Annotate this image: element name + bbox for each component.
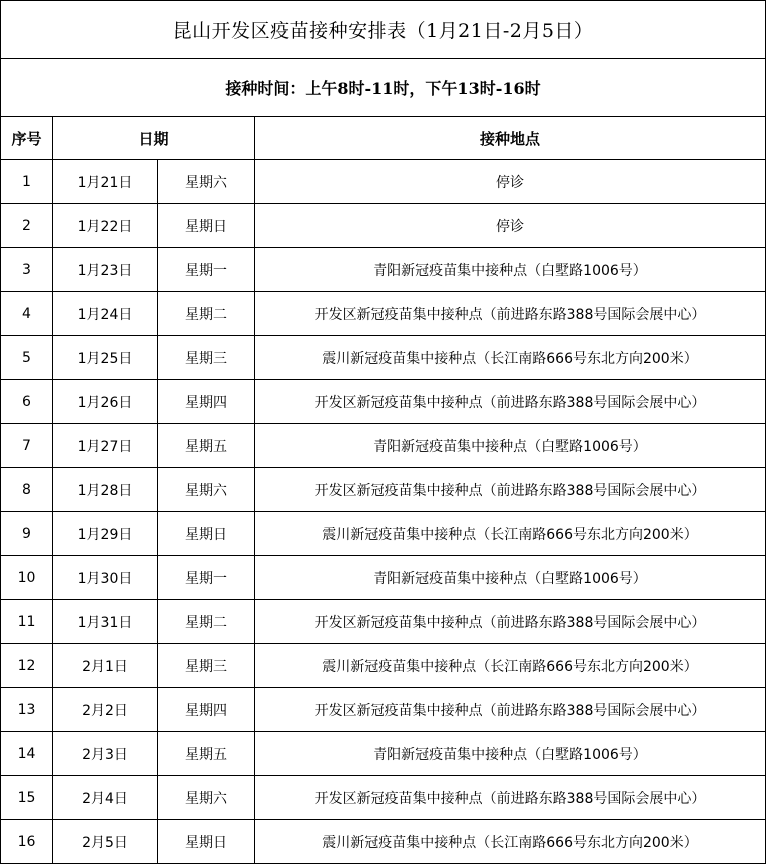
row-index: 8 [1,468,53,512]
row-weekday: 星期五 [158,424,255,468]
row-date: 1月21日 [53,160,158,204]
row-location: 开发区新冠疫苗集中接种点（前进路东路388号国际会展中心） [255,776,766,820]
row-weekday: 星期日 [158,204,255,248]
row-location: 震川新冠疫苗集中接种点（长江南路666号东北方向200米） [255,336,766,380]
row-location: 停诊 [255,204,766,248]
table-row [1,204,766,248]
row-index: 7 [1,424,53,468]
row-weekday: 星期五 [158,732,255,776]
row-date: 1月25日 [53,336,158,380]
vaccination-hours: 接种时间：上午8时-11时，下午13时-16时 [1,59,766,117]
table-row [1,600,766,644]
table-row [1,292,766,336]
row-date: 1月27日 [53,424,158,468]
row-weekday: 星期四 [158,380,255,424]
table-row [1,468,766,512]
table-row [1,424,766,468]
row-location: 青阳新冠疫苗集中接种点（白墅路1006号） [255,732,766,776]
table-row [1,776,766,820]
row-weekday: 星期日 [158,820,255,864]
row-index: 4 [1,292,53,336]
row-index: 16 [1,820,53,864]
row-weekday: 星期日 [158,512,255,556]
row-index: 14 [1,732,53,776]
table-row [1,732,766,776]
row-location: 开发区新冠疫苗集中接种点（前进路东路388号国际会展中心） [255,688,766,732]
row-weekday: 星期三 [158,644,255,688]
row-weekday: 星期一 [158,556,255,600]
row-date: 1月24日 [53,292,158,336]
table-row [1,820,766,864]
header-location: 接种地点 [255,117,766,160]
table-row [1,160,766,204]
row-location: 开发区新冠疫苗集中接种点（前进路东路388号国际会展中心） [255,380,766,424]
row-weekday: 星期二 [158,292,255,336]
row-weekday: 星期三 [158,336,255,380]
row-weekday: 星期六 [158,160,255,204]
row-date: 1月29日 [53,512,158,556]
row-weekday: 星期四 [158,688,255,732]
row-date: 1月22日 [53,204,158,248]
table-row [1,556,766,600]
row-date: 1月23日 [53,248,158,292]
row-index: 12 [1,644,53,688]
row-location: 震川新冠疫苗集中接种点（长江南路666号东北方向200米） [255,644,766,688]
row-index: 6 [1,380,53,424]
row-weekday: 星期二 [158,600,255,644]
row-location: 青阳新冠疫苗集中接种点（白墅路1006号） [255,248,766,292]
row-date: 2月1日 [53,644,158,688]
row-weekday: 星期一 [158,248,255,292]
table-row [1,380,766,424]
table-title: 昆山开发区疫苗接种安排表（1月21日-2月5日） [1,1,766,59]
header-index: 序号 [1,117,53,160]
row-location: 震川新冠疫苗集中接种点（长江南路666号东北方向200米） [255,820,766,864]
row-date: 1月28日 [53,468,158,512]
row-date: 2月5日 [53,820,158,864]
row-location: 开发区新冠疫苗集中接种点（前进路东路388号国际会展中心） [255,292,766,336]
row-weekday: 星期六 [158,468,255,512]
row-index: 5 [1,336,53,380]
row-location: 开发区新冠疫苗集中接种点（前进路东路388号国际会展中心） [255,468,766,512]
row-index: 11 [1,600,53,644]
row-index: 9 [1,512,53,556]
row-date: 2月3日 [53,732,158,776]
table-row [1,512,766,556]
table-row [1,248,766,292]
row-location: 青阳新冠疫苗集中接种点（白墅路1006号） [255,556,766,600]
row-location: 开发区新冠疫苗集中接种点（前进路东路388号国际会展中心） [255,600,766,644]
row-weekday: 星期六 [158,776,255,820]
table-row [1,644,766,688]
row-location: 青阳新冠疫苗集中接种点（白墅路1006号） [255,424,766,468]
row-date: 2月4日 [53,776,158,820]
row-location: 停诊 [255,160,766,204]
table-row [1,336,766,380]
row-date: 1月31日 [53,600,158,644]
table-row [1,688,766,732]
row-date: 1月26日 [53,380,158,424]
row-date: 1月30日 [53,556,158,600]
row-index: 15 [1,776,53,820]
row-index: 1 [1,160,53,204]
row-index: 13 [1,688,53,732]
header-date: 日期 [53,117,255,160]
row-date: 2月2日 [53,688,158,732]
row-index: 10 [1,556,53,600]
row-index: 3 [1,248,53,292]
row-index: 2 [1,204,53,248]
row-location: 震川新冠疫苗集中接种点（长江南路666号东北方向200米） [255,512,766,556]
